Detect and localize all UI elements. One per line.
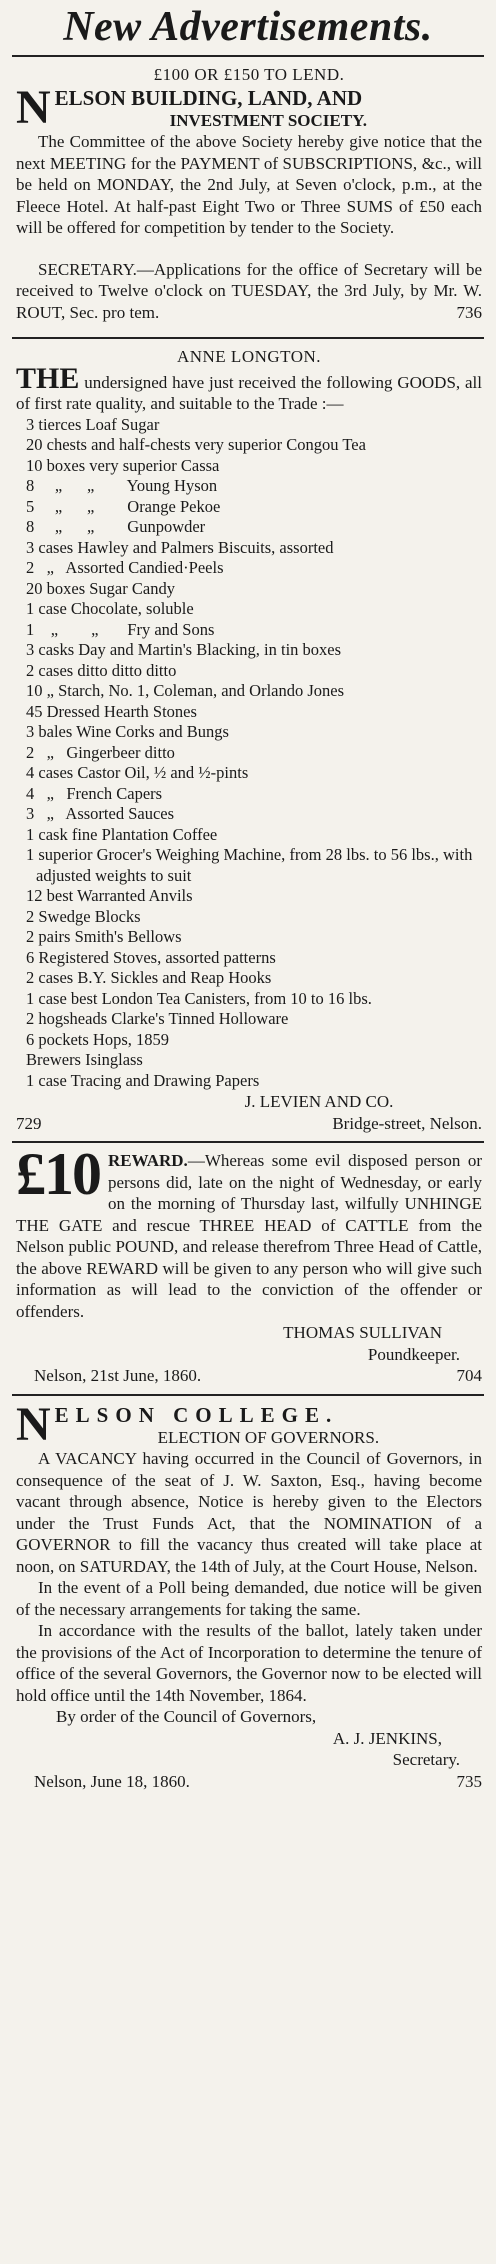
society-subtitle: INVESTMENT SOCIETY. (169, 110, 368, 130)
college-title-rest: ELSON COLLEGE. (54, 1402, 339, 1427)
goods-item: 3 bales Wine Corks and Bungs (26, 722, 229, 741)
firm-footer (16, 1113, 482, 1135)
goods-item: 4 cases Castor Oil, ½ and ½-pints (26, 763, 249, 782)
goods-item: 10 boxes very superior Cassa (26, 455, 220, 475)
signer-name: THOMAS SULLIVAN (283, 1323, 442, 1342)
reward-footer (16, 1365, 482, 1387)
goods-item: 3 tierces Loaf Sugar (26, 414, 160, 434)
goods-item: 6 pockets Hops, 1859 (26, 1029, 169, 1049)
lead-initial: THE (16, 361, 80, 395)
goods-item: 2 hogsheads Clarke's Tinned Holloware (26, 1009, 289, 1028)
society-notice: The Committee of the above Society hereby give notice that the next MEETING for the PAYMENT of SUBSCRIPTIONS, &c., will be held on MONDAY, the 2nd July, at Seven o'clock, p.m., at the Fleece Hotel. At half-past Eight Two or Three SUMS of £50 each will be offered for competition by tender to the Society. (16, 132, 482, 237)
goods-item: 2 cases ditto ditto ditto (26, 660, 177, 680)
college-order: By order of the Council of Governors, (56, 1707, 317, 1726)
secretary-notice (16, 259, 482, 324)
goods-item: 6 Registered Stoves, assorted patterns (26, 947, 276, 967)
reward-amount: £10 (16, 1141, 100, 1207)
goods-item: 45 Dressed Hearth Stones (26, 701, 197, 721)
goods-item: 2 Swedge Blocks (26, 906, 141, 926)
goods-item: 1 superior Grocer's Weighing Machine, from 28 lbs. to 56 lbs., with adjusted weights to suit (26, 845, 473, 885)
section-header: New Advertisements. (63, 4, 433, 50)
goods-item: Brewers Isinglass (26, 1050, 143, 1069)
goods-item: 2 pairs Smith's Bellows (26, 927, 182, 946)
goods-lead (16, 361, 482, 415)
goods-item: 20 boxes Sugar Candy (26, 578, 175, 598)
goods-item: 1 cask fine Plantation Coffee (26, 824, 218, 844)
goods-item: 4 „ French Capers (26, 783, 163, 803)
goods-item: 1 case Tracing and Drawing Papers (26, 1070, 260, 1090)
goods-item: 2 cases B.Y. Sickles and Reap Hooks (26, 968, 272, 987)
ad-ref: 735 (456, 1771, 482, 1791)
ad-ref: 736 (456, 302, 482, 322)
goods-item: 8 „ „ Gunpowder (26, 517, 206, 536)
college-date: Nelson, June 18, 1860. (34, 1771, 190, 1791)
goods-item: 10 „ Starch, No. 1, Coleman, and Orlando Jones (26, 681, 345, 700)
divider (12, 55, 484, 57)
firm-name: J. LEVIEN AND CO. (244, 1092, 394, 1111)
goods-item: 2 „ Assorted Candied·Peels (26, 558, 224, 577)
goods-item: 3 „ Assorted Sauces (26, 804, 175, 823)
goods-item: 1 „ „ Fry and Sons (26, 619, 215, 639)
divider (12, 337, 484, 339)
goods-item: 8 „ „ Young Hyson (26, 476, 218, 495)
goods-item: 20 chests and half-chests very superior Congou Tea (26, 435, 366, 454)
goods-item: 3 casks Day and Martin's Blacking, in tin boxes (26, 640, 342, 659)
reward-label: REWARD. (108, 1151, 188, 1170)
signer-role: Secretary. (392, 1750, 460, 1769)
goods-item: 3 cases Hawley and Palmers Biscuits, assorted (26, 537, 334, 557)
reward-date: Nelson, 21st June, 1860. (34, 1366, 202, 1385)
goods-item: 2 „ Gingerbeer ditto (26, 742, 175, 762)
college-footer (16, 1771, 482, 1793)
society-title-rest: ELSON BUILDING, LAND, AND (54, 85, 363, 110)
goods-item: 5 „ „ Orange Pekoe (26, 496, 221, 516)
newspaper-column (12, 0, 484, 1796)
college-subtitle: ELECTION OF GOVERNORS. (157, 1427, 380, 1447)
secretary-text: SECRETARY.—Applications for the office of Secretary will be received to Twelve o'clock on TUESDAY, the 3rd July, by Mr. W. ROUT, Sec. pro tem. (16, 259, 482, 322)
signer-name: A. J. JENKINS, (332, 1728, 442, 1748)
lead-text: undersigned have just received the following GOODS, all of first rate quality, and suitable to the Trade :— (16, 372, 482, 413)
building-society-ad (12, 60, 484, 327)
goods-ad (12, 342, 484, 1138)
ad-ref: 729 (16, 1113, 42, 1133)
college-p3: In accordance with the results of the ballot, lately taken under the provisions of the Act of Incorporation to determine the tenure of office of the several Governors, the Governor now to be elected will hold office until the 14th November, 1864. (16, 1621, 482, 1705)
college-p2: In the event of a Poll being demanded, due notice will be given of the necessary arrangements for taking the same. (16, 1578, 482, 1619)
merchant-name: ANNE LONGTON. (176, 347, 322, 366)
college-p1: A VACANCY having occurred in the Council of Governors, in consequence of the seat of J. W. Saxton, Esq., having become vacant through absence, Notice is hereby given to the Electors under the Trust Funds Act, that the NOMINATION of a GOVERNOR to fill the vacancy thus created will take place at noon, on SATURDAY, the 14th of July, at the Court House, Nelson. (16, 1449, 482, 1576)
ad-ref: 704 (456, 1366, 482, 1385)
signer-role: Poundkeeper. (367, 1344, 460, 1364)
goods-item: 12 best Warranted Anvils (26, 886, 193, 905)
drop-cap: N (16, 80, 51, 134)
college-ad (12, 1399, 484, 1797)
loan-headline: £100 OR £150 TO LEND. (153, 65, 345, 84)
goods-item: 1 case best London Tea Canisters, from 10 to 16 lbs. (26, 988, 372, 1008)
goods-item: 1 case Chocolate, soluble (26, 599, 194, 618)
firm-address: Bridge-street, Nelson. (332, 1113, 482, 1133)
reward-text (16, 1141, 482, 1322)
drop-cap: N (16, 1397, 51, 1451)
reward-body: —Whereas some evil disposed person or persons did, late on the night of Wednesday, or early on the morning of Thursday last, wilfully UNHINGE THE GATE and rescue THREE HEAD of CATTLE from the Nelson public POUND, and release therefrom Three Head of Cattle, the above REWARD will be given to any person who will give such information as will lead to the conviction of the offender or offenders. (16, 1151, 482, 1321)
divider (12, 1394, 484, 1396)
goods-list (16, 415, 482, 1092)
reward-ad (12, 1141, 484, 1391)
